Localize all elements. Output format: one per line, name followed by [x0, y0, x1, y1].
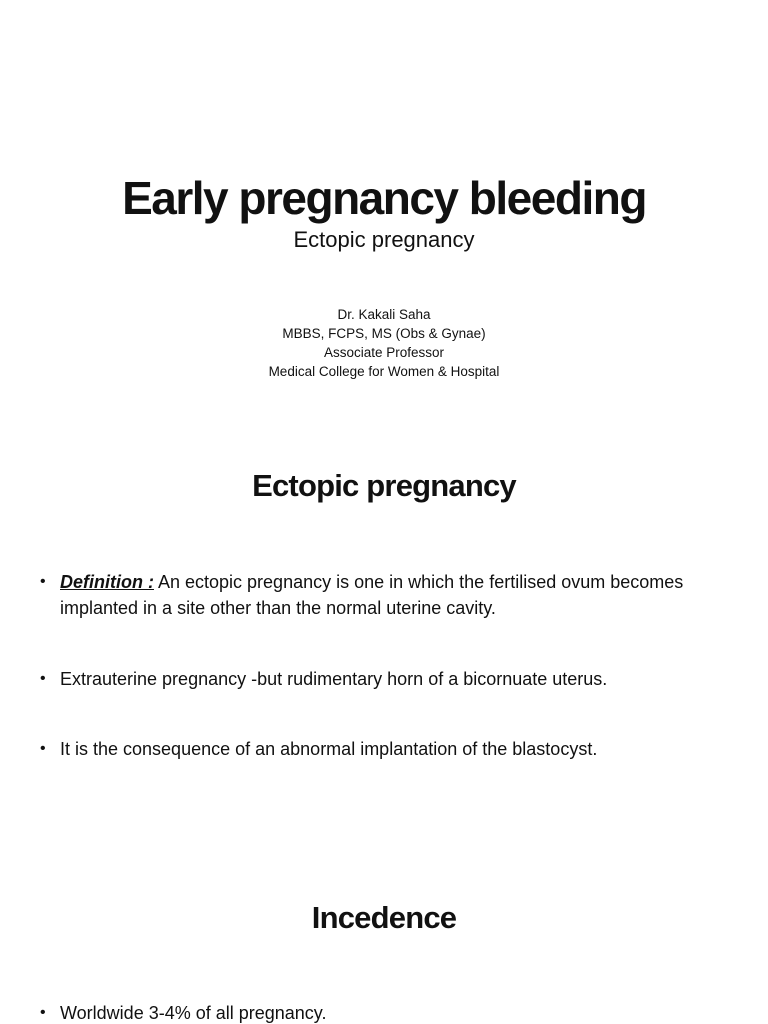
- definition-term: Definition :: [60, 572, 154, 592]
- bullet-implantation: [40, 736, 730, 762]
- document-title: Early pregnancy bleeding: [122, 172, 646, 224]
- section-heading-incidence: Incedence: [311, 900, 457, 935]
- author-institution: Medical College for Women & Hospital: [268, 364, 500, 379]
- bullet-text: Extrauterine pregnancy -but rudimentary horn of a bicornuate uterus.: [60, 669, 608, 689]
- bullet-definition: [40, 569, 730, 621]
- author-block: [0, 305, 768, 381]
- document-subtitle: Ectopic pregnancy: [293, 227, 475, 252]
- bullet-text: Worldwide 3-4% of all pregnancy.: [60, 1003, 327, 1023]
- bullet-dot: •: [40, 740, 46, 757]
- bullet-text: It is the consequence of an abnormal implantation of the blastocyst.: [60, 739, 598, 759]
- bullet-dot: •: [40, 573, 46, 590]
- author-name: Dr. Kakali Saha: [337, 307, 431, 322]
- author-position: Associate Professor: [323, 345, 445, 360]
- bullet-worldwide: [40, 1000, 730, 1024]
- bullet-dot: •: [40, 1004, 46, 1021]
- bullet-extrauterine: [40, 666, 730, 692]
- definition-text: An ectopic pregnancy is one in which the fertilised ovum becomes implanted in a site other than the normal uterine cavity.: [60, 572, 684, 618]
- author-degrees: MBBS, FCPS, MS (Obs & Gynae): [282, 326, 486, 341]
- bullet-dot: •: [40, 670, 46, 687]
- section-heading-ectopic: Ectopic pregnancy: [252, 468, 516, 503]
